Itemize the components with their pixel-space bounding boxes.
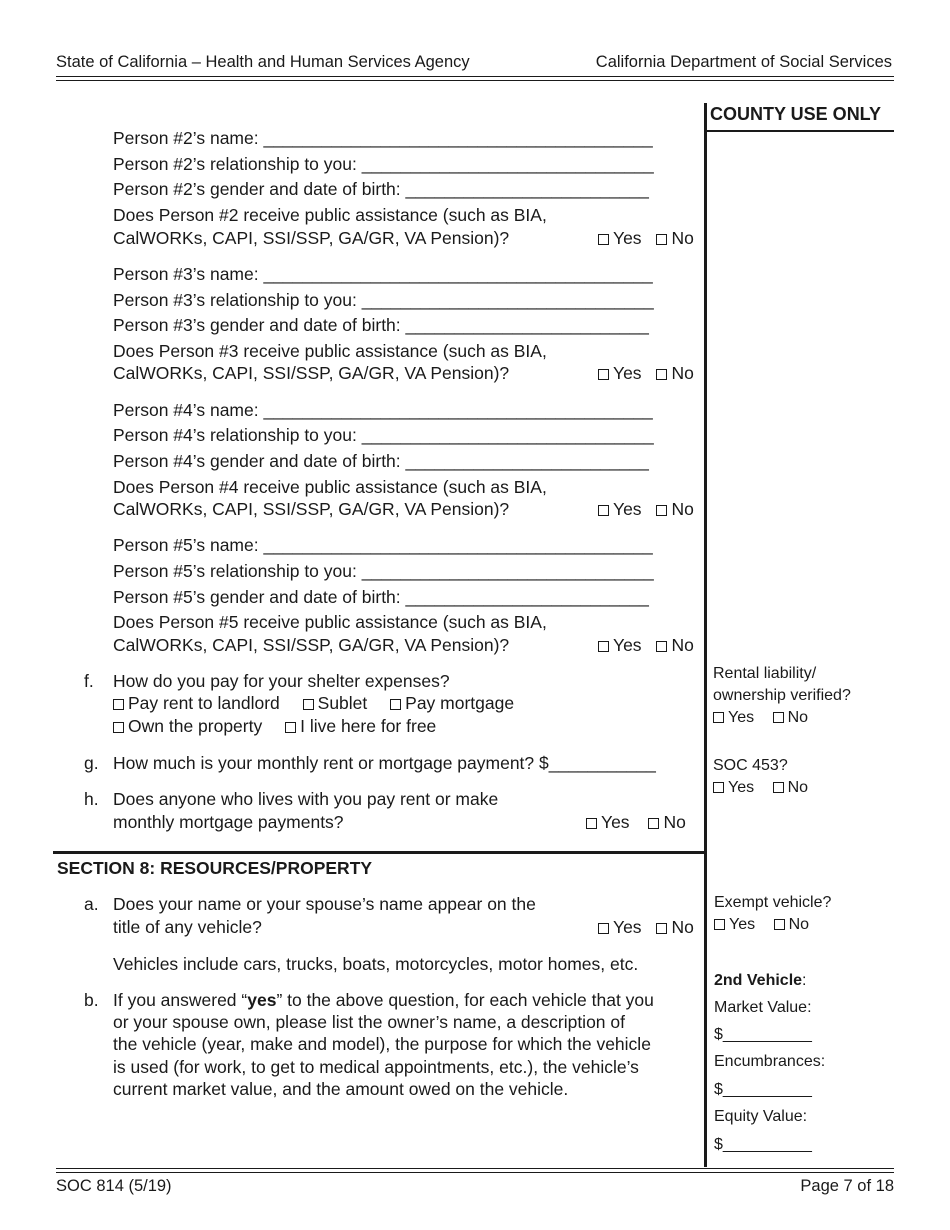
soc453-options [713, 777, 808, 799]
pay-rent-option[interactable]: Pay rent to landlord [113, 692, 280, 714]
q-f-options-row2 [113, 715, 436, 737]
q-h-no-option[interactable]: No [648, 811, 685, 833]
checkbox-icon[interactable] [656, 505, 667, 516]
market-value-field[interactable]: $__________ [714, 1026, 812, 1043]
q-b-line3: the vehicle (year, make and model), the purpose for which the vehicle [113, 1034, 651, 1054]
q-b-line1: If you answered “yes” to the above question, for each vehicle that you [113, 990, 654, 1010]
checkbox-icon[interactable] [113, 699, 124, 710]
soc453-label: SOC 453? [713, 757, 788, 774]
county-column-divider [704, 103, 707, 1167]
county-use-title: COUNTY USE ONLY [710, 104, 882, 124]
q-h-text-cont: monthly mortgage payments? [113, 812, 344, 832]
q-a-options [598, 916, 694, 938]
person2-relationship-field[interactable]: Person #2’s relationship to you: ______________________________ [113, 154, 654, 174]
q-a-letter: a. [84, 894, 99, 914]
person3-no-option[interactable]: No [656, 362, 693, 384]
person5-assistance-question: Does Person #5 receive public assistance (such as BIA, [113, 612, 547, 632]
person4-no-option[interactable]: No [656, 498, 693, 520]
q-a-yes-option[interactable]: Yes [598, 916, 642, 938]
person3-assistance-question-cont: CalWORKs, CAPI, SSI/SSP, GA/GR, VA Pension)? [113, 363, 510, 383]
person5-assistance-options [598, 634, 694, 656]
person2-yes-option[interactable]: Yes [598, 227, 642, 249]
person2-no-option[interactable]: No [656, 227, 693, 249]
person3-relationship-field[interactable]: Person #3’s relationship to you: ______________________________ [113, 290, 654, 310]
pay-mortgage-option[interactable]: Pay mortgage [390, 692, 514, 714]
ownership-verified-no[interactable]: No [773, 707, 808, 729]
person3-name-field[interactable]: Person #3’s name: ________________________________________ [113, 264, 653, 284]
header-rule-top [56, 76, 894, 77]
encumbrances-field[interactable]: $__________ [714, 1081, 812, 1098]
ownership-verified-label: ownership verified? [713, 687, 851, 704]
q-f-options-row1 [113, 692, 514, 714]
checkbox-icon[interactable] [598, 923, 609, 934]
exempt-vehicle-yes[interactable]: Yes [714, 914, 755, 936]
sublet-option[interactable]: Sublet [303, 692, 368, 714]
footer-rule-top [56, 1168, 894, 1169]
market-value-label: Market Value: [714, 999, 812, 1016]
person5-assistance-question-cont: CalWORKs, CAPI, SSI/SSP, GA/GR, VA Pension)? [113, 635, 510, 655]
checkbox-icon[interactable] [586, 818, 597, 829]
checkbox-icon[interactable] [656, 641, 667, 652]
person2-name-field[interactable]: Person #2’s name: ________________________________________ [113, 128, 653, 148]
county-title-rule [706, 130, 894, 132]
q-b-letter: b. [84, 990, 99, 1010]
vehicles-note: Vehicles include cars, trucks, boats, motorcycles, motor homes, etc. [113, 954, 639, 974]
exempt-vehicle-no[interactable]: No [774, 914, 809, 936]
checkbox-icon[interactable] [285, 722, 296, 733]
q-g-letter: g. [84, 753, 99, 773]
form-number: SOC 814 (5/19) [56, 1177, 172, 1195]
checkbox-icon[interactable] [598, 234, 609, 245]
checkbox-icon[interactable] [713, 782, 724, 793]
person3-assistance-options [598, 362, 694, 384]
q-f-text: How do you pay for your shelter expenses? [113, 671, 450, 691]
header-rule-bottom [56, 80, 894, 81]
person3-yes-option[interactable]: Yes [598, 362, 642, 384]
checkbox-icon[interactable] [303, 699, 314, 710]
encumbrances-label: Encumbrances: [714, 1053, 826, 1070]
q-h-options [586, 811, 686, 833]
checkbox-icon[interactable] [656, 923, 667, 934]
q-b-line4: is used (for work, to get to medical appointments, etc.), the vehicle’s [113, 1057, 639, 1077]
person5-relationship-field[interactable]: Person #5’s relationship to you: ______________________________ [113, 561, 654, 581]
equity-value-field[interactable]: $__________ [714, 1136, 812, 1153]
person2-assistance-options [598, 227, 694, 249]
soc453-yes[interactable]: Yes [713, 777, 754, 799]
q-b-line2: or your spouse own, please list the owner’s name, a description of [113, 1012, 625, 1032]
person4-assistance-question: Does Person #4 receive public assistance (such as BIA, [113, 477, 547, 497]
person3-assistance-question: Does Person #3 receive public assistance (such as BIA, [113, 341, 547, 361]
checkbox-icon[interactable] [713, 712, 724, 723]
person4-assistance-question-cont: CalWORKs, CAPI, SSI/SSP, GA/GR, VA Pension)? [113, 499, 510, 519]
soc453-no[interactable]: No [773, 777, 808, 799]
q-h-text: Does anyone who lives with you pay rent or make [113, 789, 499, 809]
person3-gender-dob-field[interactable]: Person #3’s gender and date of birth: _________________________ [113, 315, 649, 335]
rental-liability-label: Rental liability/ [713, 665, 817, 682]
equity-value-label: Equity Value: [714, 1108, 808, 1125]
exempt-vehicle-options [714, 914, 809, 936]
checkbox-icon[interactable] [598, 641, 609, 652]
person4-name-field[interactable]: Person #4’s name: ________________________________________ [113, 400, 653, 420]
checkbox-icon[interactable] [113, 722, 124, 733]
person5-no-option[interactable]: No [656, 634, 693, 656]
header-department: California Department of Social Services [595, 53, 892, 71]
checkbox-icon[interactable] [656, 369, 667, 380]
ownership-verified-yes[interactable]: Yes [713, 707, 754, 729]
checkbox-icon[interactable] [773, 782, 784, 793]
checkbox-icon[interactable] [773, 712, 784, 723]
checkbox-icon[interactable] [390, 699, 401, 710]
page-number: Page 7 of 18 [800, 1177, 894, 1195]
footer-rule-bottom [56, 1172, 894, 1173]
checkbox-icon[interactable] [598, 505, 609, 516]
checkbox-icon[interactable] [598, 369, 609, 380]
person4-assistance-options [598, 498, 694, 520]
person2-gender-dob-field[interactable]: Person #2’s gender and date of birth: _________________________ [113, 179, 649, 199]
live-free-option[interactable]: I live here for free [285, 715, 436, 737]
section8-title: SECTION 8: RESOURCES/PROPERTY [57, 858, 373, 878]
ownership-verified-options [713, 707, 808, 729]
person2-assistance-question: Does Person #2 receive public assistance (such as BIA, [113, 205, 547, 225]
q-f-letter: f. [84, 671, 94, 691]
q-a-text: Does your name or your spouse’s name appear on the [113, 894, 536, 914]
q-h-letter: h. [84, 789, 99, 809]
q-a-text-cont: title of any vehicle? [113, 917, 262, 937]
person4-yes-option[interactable]: Yes [598, 498, 642, 520]
section8-rule [53, 851, 706, 854]
person4-gender-dob-field[interactable]: Person #4’s gender and date of birth: _________________________ [113, 451, 649, 471]
checkbox-icon[interactable] [648, 818, 659, 829]
person4-relationship-field[interactable]: Person #4’s relationship to you: ______________________________ [113, 425, 654, 445]
exempt-vehicle-label: Exempt vehicle? [714, 894, 832, 911]
second-vehicle-label: 2nd Vehicle: [714, 972, 807, 989]
q-g-rent-field[interactable]: How much is your monthly rent or mortgage payment? $___________ [113, 753, 656, 773]
person2-assistance-question-cont: CalWORKs, CAPI, SSI/SSP, GA/GR, VA Pension)? [113, 228, 510, 248]
person5-name-field[interactable]: Person #5’s name: ________________________________________ [113, 535, 653, 555]
header-agency: State of California – Health and Human Services Agency [56, 53, 470, 71]
own-property-option[interactable]: Own the property [113, 715, 262, 737]
checkbox-icon[interactable] [656, 234, 667, 245]
q-a-no-option[interactable]: No [656, 916, 693, 938]
person5-yes-option[interactable]: Yes [598, 634, 642, 656]
checkbox-icon[interactable] [714, 919, 725, 930]
checkbox-icon[interactable] [774, 919, 785, 930]
person5-gender-dob-field[interactable]: Person #5’s gender and date of birth: _________________________ [113, 587, 649, 607]
q-b-line5: current market value, and the amount owed on the vehicle. [113, 1079, 569, 1099]
q-h-yes-option[interactable]: Yes [586, 811, 630, 833]
